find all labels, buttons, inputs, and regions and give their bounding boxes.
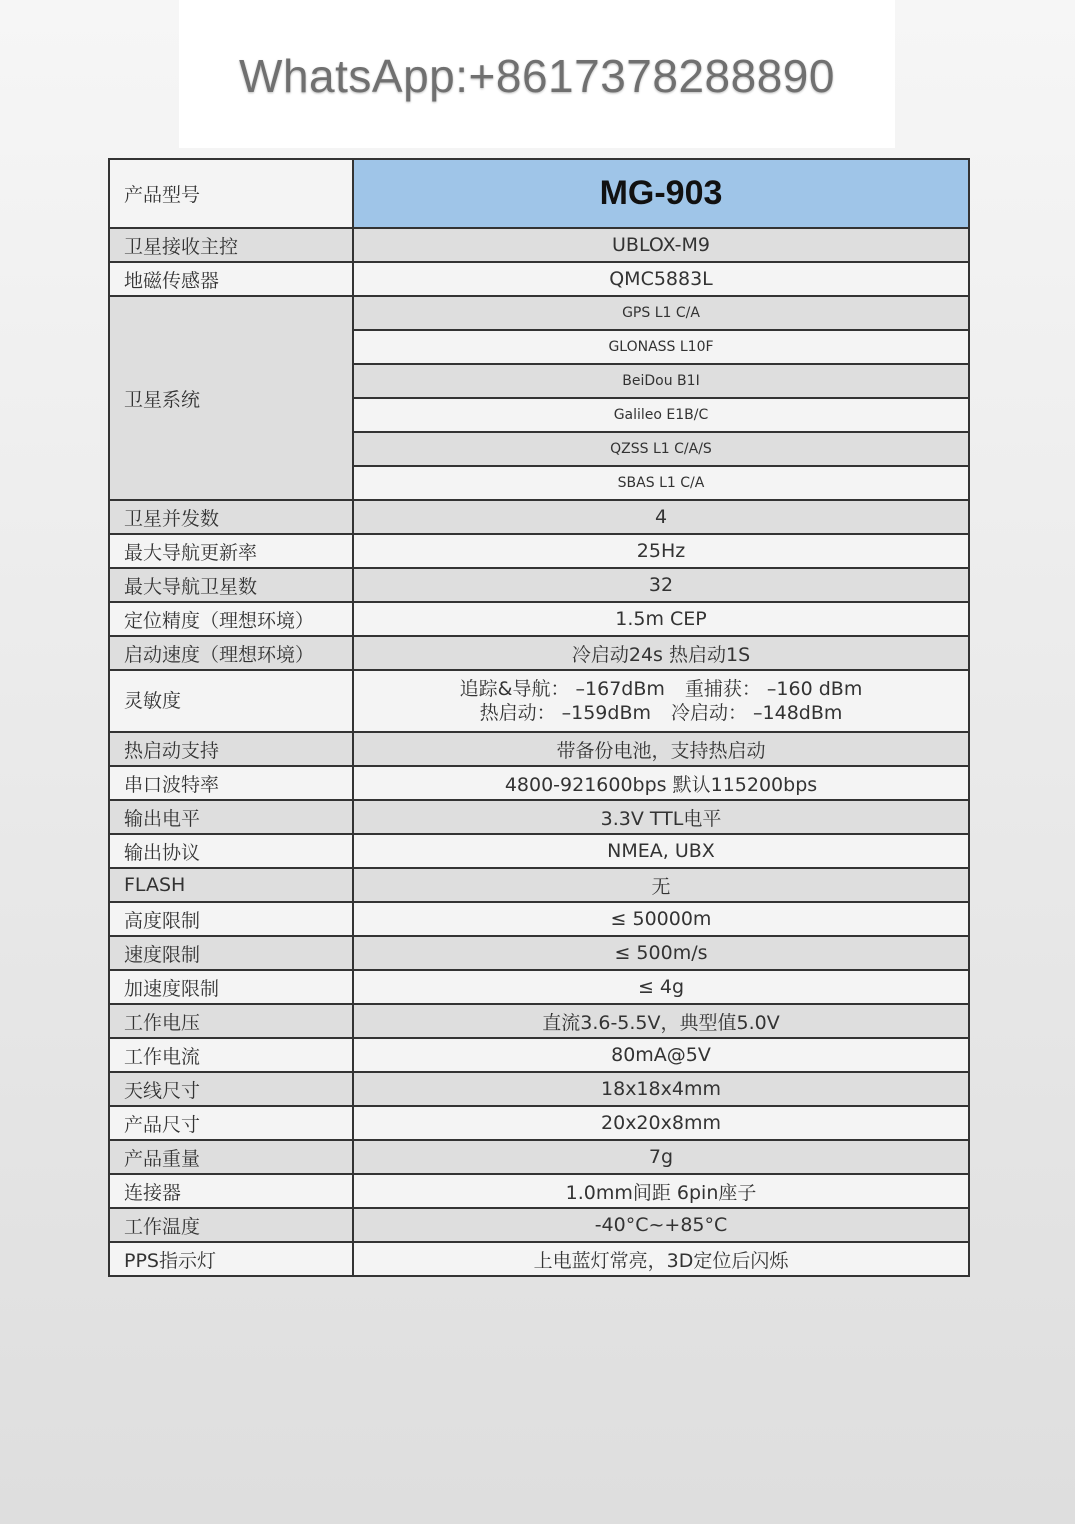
- table-row: [109, 766, 969, 800]
- row-label: 地磁传感器: [109, 262, 353, 296]
- row-label: PPS指示灯: [109, 1242, 353, 1276]
- row-value: QMC5883L: [353, 262, 969, 296]
- table-row: [109, 936, 969, 970]
- table-row: [109, 568, 969, 602]
- sensitivity-value: [353, 670, 969, 732]
- table-row: [109, 1174, 969, 1208]
- row-value: ≤ 4g: [353, 970, 969, 1004]
- table-row-sensitivity: [109, 670, 969, 732]
- table-row: [109, 1242, 969, 1276]
- row-value: 7g: [353, 1140, 969, 1174]
- table-row: [109, 1106, 969, 1140]
- satellite-system-item: SBAS L1 C/A: [353, 466, 969, 500]
- table-row: [109, 970, 969, 1004]
- row-value: 直流3.6-5.5V，典型值5.0V: [353, 1004, 969, 1038]
- sensitivity-line: [354, 701, 968, 725]
- row-value: 80mA@5V: [353, 1038, 969, 1072]
- satellite-system-item: Galileo E1B/C: [353, 398, 969, 432]
- row-value: 带备份电池，支持热启动: [353, 732, 969, 766]
- table-row: [109, 500, 969, 534]
- row-value: 25Hz: [353, 534, 969, 568]
- row-value: 18x18x4mm: [353, 1072, 969, 1106]
- table-row: [109, 1072, 969, 1106]
- table-row: [109, 800, 969, 834]
- row-value: UBLOX-M9: [353, 228, 969, 262]
- row-value: 20x20x8mm: [353, 1106, 969, 1140]
- reacquisition-sensitivity: 重捕获： –160 dBm: [684, 678, 863, 700]
- row-label: 工作电压: [109, 1004, 353, 1038]
- row-value: 1.0mm间距 6pin座子: [353, 1174, 969, 1208]
- row-label: FLASH: [109, 868, 353, 902]
- row-value: ≤ 50000m: [353, 902, 969, 936]
- table-row: [109, 228, 969, 262]
- row-label: 加速度限制: [109, 970, 353, 1004]
- table-row: [109, 602, 969, 636]
- table-row: [109, 1004, 969, 1038]
- row-value: 1.5m CEP: [353, 602, 969, 636]
- row-label: 热启动支持: [109, 732, 353, 766]
- row-label: 启动速度（理想环境）: [109, 636, 353, 670]
- table-row: [109, 262, 969, 296]
- row-label: 最大导航更新率: [109, 534, 353, 568]
- row-value: 无: [353, 868, 969, 902]
- table-row: [109, 636, 969, 670]
- row-label: 卫星接收主控: [109, 228, 353, 262]
- spec-table: [108, 158, 970, 1277]
- satellite-system-item: GPS L1 C/A: [353, 296, 969, 330]
- tracking-sensitivity: 追踪&导航： –167dBm: [459, 678, 665, 700]
- row-label: 工作电流: [109, 1038, 353, 1072]
- row-label: 灵敏度: [109, 670, 353, 732]
- table-row: [109, 296, 969, 330]
- table-row: [109, 834, 969, 868]
- row-value: 4: [353, 500, 969, 534]
- row-label: 天线尺寸: [109, 1072, 353, 1106]
- row-label: 串口波特率: [109, 766, 353, 800]
- row-label: 工作温度: [109, 1208, 353, 1242]
- satellite-system-item: QZSS L1 C/A/S: [353, 432, 969, 466]
- table-row: [109, 534, 969, 568]
- banner-text: WhatsApp:+8617378288890: [239, 50, 835, 102]
- row-value: 32: [353, 568, 969, 602]
- table-header-row: [109, 159, 969, 228]
- sensitivity-line: [354, 677, 968, 701]
- row-label: 产品重量: [109, 1140, 353, 1174]
- row-value: 4800-921600bps 默认115200bps: [353, 766, 969, 800]
- row-value: NMEA, UBX: [353, 834, 969, 868]
- hot-start-sensitivity: 热启动： –159dBm: [479, 702, 651, 724]
- row-value: ≤ 500m/s: [353, 936, 969, 970]
- table-row: [109, 732, 969, 766]
- row-label: 速度限制: [109, 936, 353, 970]
- satellite-system-item: GLONASS L10F: [353, 330, 969, 364]
- row-label: 产品尺寸: [109, 1106, 353, 1140]
- watermark-banner: [179, 0, 895, 148]
- table-row: [109, 1038, 969, 1072]
- row-label: 定位精度（理想环境）: [109, 602, 353, 636]
- table-row: [109, 868, 969, 902]
- row-value: 3.3V TTL电平: [353, 800, 969, 834]
- row-label: 高度限制: [109, 902, 353, 936]
- cold-start-sensitivity: 冷启动： –148dBm: [671, 702, 843, 724]
- table-row: [109, 902, 969, 936]
- row-label: 卫星并发数: [109, 500, 353, 534]
- row-label: 输出电平: [109, 800, 353, 834]
- row-value: -40°C~+85°C: [353, 1208, 969, 1242]
- row-label: 连接器: [109, 1174, 353, 1208]
- row-label: 输出协议: [109, 834, 353, 868]
- row-value: 冷启动24s 热启动1S: [353, 636, 969, 670]
- row-value: 上电蓝灯常亮，3D定位后闪烁: [353, 1242, 969, 1276]
- row-label: 最大导航卫星数: [109, 568, 353, 602]
- row-label: 产品型号: [109, 159, 353, 228]
- product-model: MG-903: [353, 159, 969, 228]
- satellite-system-item: BeiDou B1I: [353, 364, 969, 398]
- table-row: [109, 1208, 969, 1242]
- row-label: 卫星系统: [109, 296, 353, 500]
- table-row: [109, 1140, 969, 1174]
